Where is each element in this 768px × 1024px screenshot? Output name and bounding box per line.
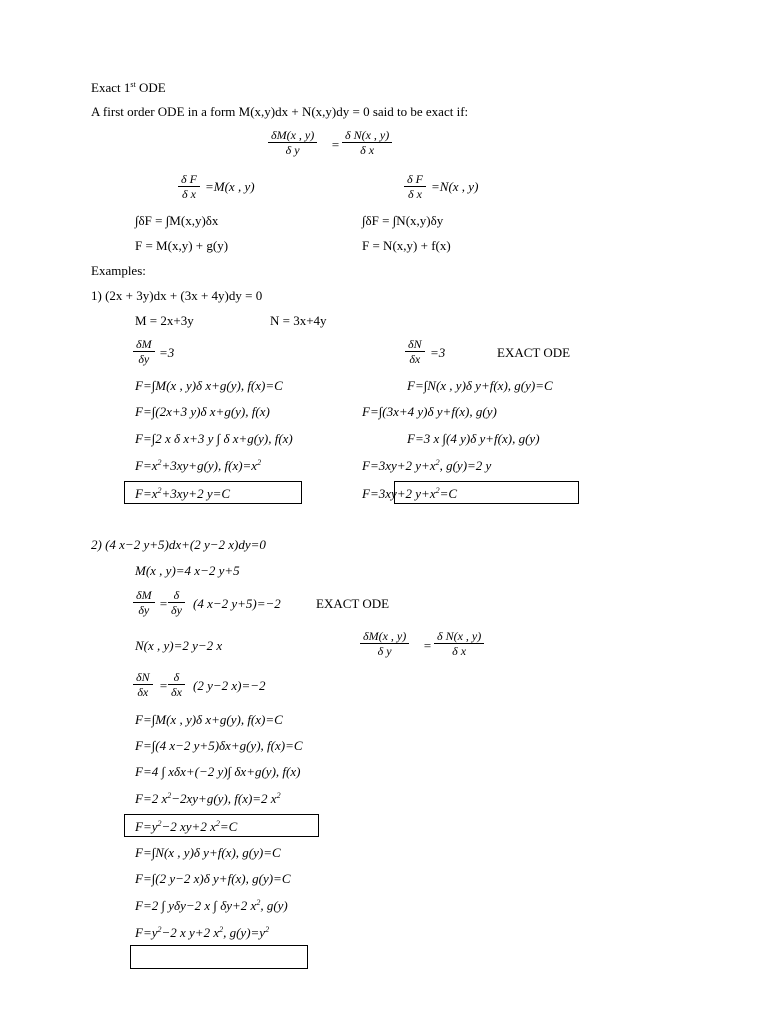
ex2-dM-rhs: (4 x−2 y+5)=−2 (193, 596, 281, 611)
ex2-step1: F=∫M(x , y)δ x+g(y), f(x)=C (135, 712, 283, 727)
ex1-left-line2: F=∫(2x+3 y)δ x+g(y), f(x) (135, 404, 270, 419)
ex1-M: M = 2x+3y (135, 313, 194, 328)
ex1-right-answer: F=3xy+2 $y+x^2=C$ (362, 486, 458, 501)
integral-left: ∫δF = ∫M(x,y)δx (135, 213, 219, 228)
ex2-dN-fraction: $\frac{\delta N}{\delta x}$ (133, 670, 153, 699)
ex1-left-line3: F=∫2 x δ x+3 y ∫ δ x+g(y), f(x) (135, 431, 293, 446)
ex1-equation: 1) (2x + 3y)dx + (3x + 4y)dy = 0 (91, 288, 263, 303)
ex1-dM-fraction: $\frac{\delta M}{\delta y}$ (133, 337, 155, 366)
intro-text: A first order ODE in a form M(x,y)dx + N(x,y)dy = 0 said to be exact if: (91, 104, 469, 119)
partial-right-rhs: =N(x , y) (431, 179, 479, 194)
ex1-left-answer: $F=x^2+3xy+2$ y=C (135, 486, 231, 501)
ex2-dM-operator: $\frac{\delta}{\delta y}$ (168, 588, 185, 617)
cond-right-fraction: $\frac{\text{δ N(x , y)}}{\text{δ x}}$ (342, 128, 392, 157)
ex1-dM-rhs: =3 (159, 345, 175, 360)
fform-right: F = N(x,y) + f(x) (362, 238, 451, 253)
ex2-dN-rhs: (2 y−2 x)=−2 (193, 678, 266, 693)
ex2-dM-eq: = (159, 596, 168, 611)
ex1-right-line1: F=∫N(x , y)δ y+f(x), g(y)=C (407, 378, 553, 393)
ex2-step6: F=∫N(x , y)δ y+f(x), g(y)=C (135, 845, 281, 860)
ex2-dM-fraction: $\frac{\delta M}{\delta y}$ (133, 588, 155, 617)
partial-left-rhs: =M(x , y) (205, 179, 255, 194)
ex2-step7: F=∫(2 y−2 x)δ y+f(x), g(y)=C (135, 871, 291, 886)
ex1-N: N = 3x+4y (270, 313, 327, 328)
cond-left-fraction: $\frac{\delta M(x , y)}{\text{δ y}}$ (268, 128, 317, 157)
fform-left: F = M(x,y) + g(y) (135, 238, 229, 253)
ex2-cond-equals: = (423, 638, 432, 653)
ex2-step4: F=2 $x^2-2xy+g(y)$, f(x)=2 $x^2$ (135, 791, 281, 806)
examples-label: Examples: (91, 263, 146, 278)
partial-left-fraction: $\frac{\text{δ F}}{\text{δ x}}$ (178, 172, 200, 201)
partial-right-fraction: $\frac{\text{δ F}}{\text{δ x}}$ (404, 172, 426, 201)
ex2-cond-left-fraction: $\frac{\delta M(x , y)}{\text{δ y}}$ (360, 629, 409, 658)
ex2-step9: $F=y^2-2$ x y+2 $x^2$, $g(y)=y^2$ (135, 925, 270, 940)
ex2-exact-label: EXACT ODE (316, 596, 390, 611)
ex2-M: M(x , y)=4 x−2 y+5 (135, 563, 240, 578)
ex2-answer-box-2-empty (130, 945, 308, 969)
ex1-right-line2: F=∫(3x+4 y)δ y+f(x), g(y) (362, 404, 497, 419)
ex2-N: N(x , y)=2 y−2 x (135, 638, 223, 653)
ex2-step5-answer: $F=y^2-2$ xy+2 $x^2=C$ (135, 819, 238, 834)
ex1-dN-fraction: $\frac{\delta N}{\delta x}$ (405, 337, 425, 366)
ex2-cond-right-fraction: $\frac{\text{δ N(x , y)}}{\text{δ x}}$ (434, 629, 484, 658)
ex1-left-line1: F=∫M(x , y)δ x+g(y), f(x)=C (135, 378, 283, 393)
ex2-step8: F=2 ∫ yδy−2 x ∫ δy+2 $x^2$, g(y) (135, 898, 288, 913)
page-title: Exact 1st ODE (91, 80, 166, 95)
ex2-equation: 2) (4 x−2 y+5)dx+(2 y−2 x)dy=0 (91, 537, 266, 552)
ex2-step3: F=4 ∫ xδx+(−2 y)∫ δx+g(y), f(x) (135, 764, 301, 779)
ex1-right-line4: F=3xy+2 $y+x^2$, g(y)=2 y (362, 458, 492, 473)
ex1-left-line4: $F=x^2+3xy+g(y)$, $f(x)=x^2$ (135, 458, 262, 473)
ex1-exact-label: EXACT ODE (497, 345, 571, 360)
ex2-dN-eq: = (159, 678, 168, 693)
integral-right: ∫δF = ∫N(x,y)δy (362, 213, 444, 228)
ex2-step2: F=∫(4 x−2 y+5)δx+g(y), f(x)=C (135, 738, 303, 753)
ex1-right-line3: F=3 x ∫(4 y)δ y+f(x), g(y) (407, 431, 540, 446)
ex2-dN-operator: $\frac{\delta}{\delta x}$ (168, 670, 185, 699)
ex1-dN-rhs: =3 (430, 345, 446, 360)
cond-equals: = (331, 137, 340, 152)
